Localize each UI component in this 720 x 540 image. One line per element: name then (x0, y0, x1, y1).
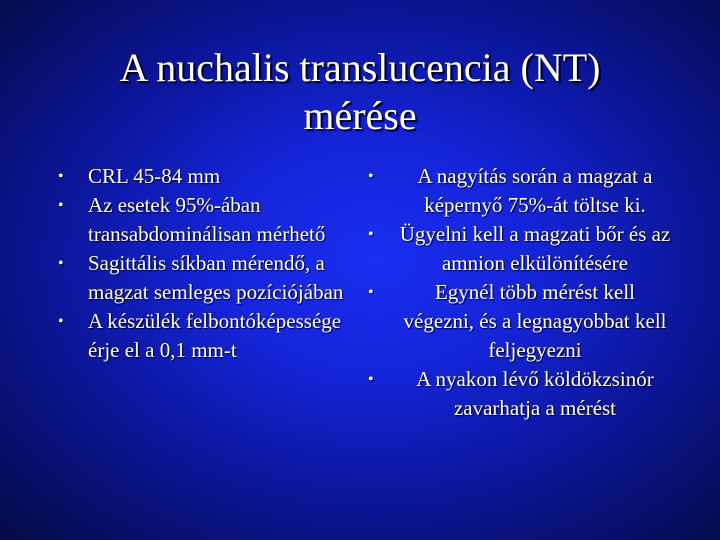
list-item (56, 307, 362, 365)
bullet-icon: • (58, 313, 64, 330)
left-bullet-list (56, 162, 362, 365)
left-column (56, 162, 362, 365)
bullet-icon: • (368, 226, 374, 243)
bullet-icon: • (58, 255, 64, 272)
list-item (56, 249, 362, 307)
slide-title-line-1: A nuchalis translucencia (NT) (119, 45, 601, 90)
list-item (366, 365, 672, 423)
list-item-text: A nagyítás során a magzat a képernyő 75%-át töltse ki. (417, 164, 653, 217)
list-item (366, 162, 672, 220)
list-item (56, 191, 362, 249)
slide-title-line-2: mérése (303, 93, 417, 138)
list-item-text: A nyakon lévő köldökzsinór zavarhatja a mérést (416, 367, 654, 420)
bullet-icon: • (58, 197, 64, 214)
right-bullet-list (366, 162, 672, 423)
list-item (366, 220, 672, 278)
bullet-icon: • (58, 168, 64, 185)
slide-title (0, 44, 720, 140)
bullet-icon: • (368, 284, 374, 301)
list-item-text: A készülék felbontóképessége érje el a 0,1 mm-t (88, 309, 342, 362)
list-item-text: Az esetek 95%-ában transabdominálisan mérhető (88, 193, 326, 246)
list-item-text: CRL 45-84 mm (88, 164, 221, 188)
right-column (366, 162, 672, 423)
list-item (366, 278, 672, 365)
list-item-text: Ügyelni kell a magzati bőr és az amnion elkülönítésére (399, 222, 671, 275)
list-item-text: Egynél több mérést kell végezni, és a legnagyobbat kell feljegyezni (403, 280, 667, 362)
bullet-icon: • (368, 371, 374, 388)
list-item-text: Sagittális síkban mérendő, a magzat semleges pozíciójában (88, 251, 344, 304)
list-item (56, 162, 362, 191)
bullet-icon: • (368, 168, 374, 185)
